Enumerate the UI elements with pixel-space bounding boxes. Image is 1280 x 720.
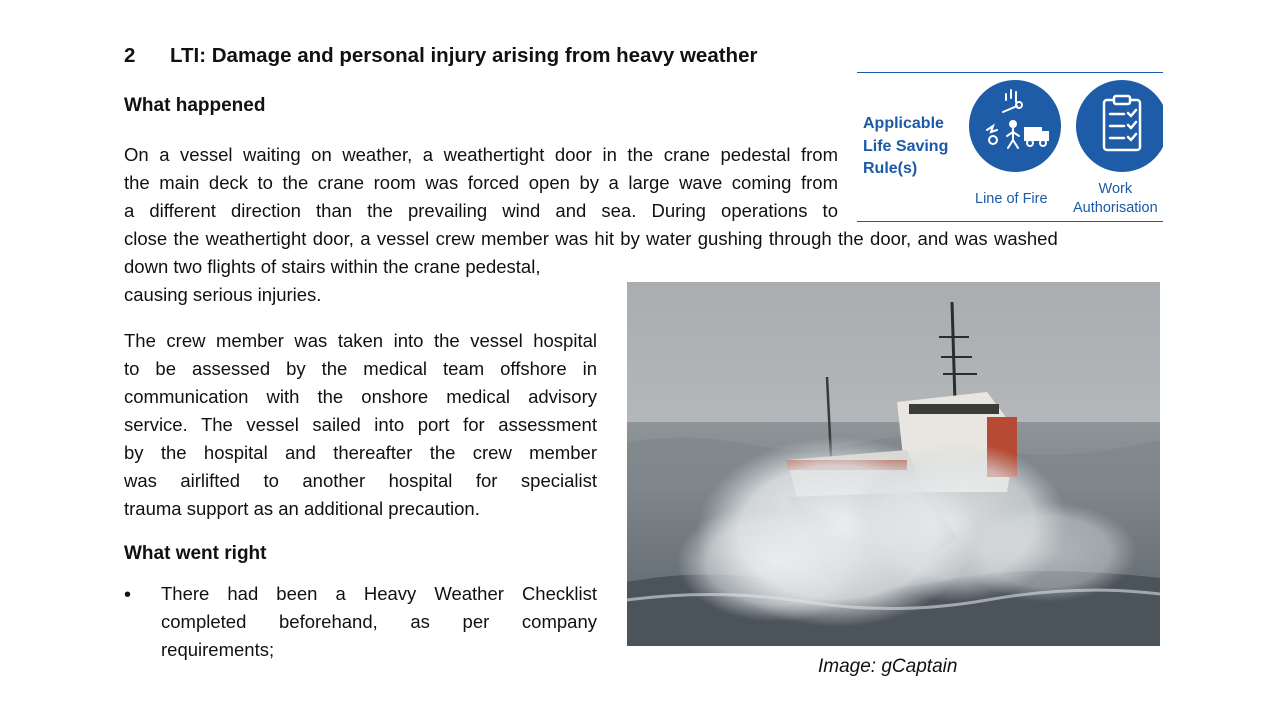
hospital-paragraph [124, 327, 597, 523]
bullet-line: There had been a Heavy Weather Checklist [161, 583, 597, 604]
image-credit: Image: gCaptain [818, 656, 958, 677]
what-happened-heading: What happened [124, 95, 266, 116]
section-number: 2 [124, 44, 136, 67]
bullet-icon: • [124, 584, 132, 606]
paragraph-line: was airlifted to another hospital for specialist [124, 470, 597, 491]
lsr-label-line: Rule(s) [863, 160, 918, 177]
paragraph-line: causing serious injuries. [124, 284, 322, 305]
paragraph-line: by the hospital and thereafter the crew member [124, 442, 597, 463]
caption-line: Work [1098, 181, 1133, 197]
bullet-line: requirements; [161, 639, 275, 660]
paragraph-line: a different direction than the prevailing wind and sea. During operations to [124, 200, 838, 221]
paragraph-line: On a vessel waiting on weather, a weathertight door in the crane pedestal from [124, 144, 838, 165]
line-of-fire-caption: Line of Fire [975, 191, 1048, 207]
ship-in-heavy-weather-photo [627, 282, 1160, 646]
paragraph-line: to be assessed by the medical team offshore in [124, 358, 597, 379]
paragraph-line: down two flights of stairs within the crane pedestal, [124, 256, 541, 277]
what-went-right-heading: What went right [124, 543, 267, 564]
paragraph-line: close the weathertight door, a vessel crew member was hit by water gushing through the door, and was washed [124, 228, 1058, 249]
paragraph-line: The crew member was taken into the vessel hospital [124, 330, 597, 351]
paragraph-line: communication with the onshore medical advisory [124, 386, 597, 407]
paragraph-line: the main deck to the crane room was forced open by a large wave coming from [124, 172, 838, 193]
lsr-label-line: Applicable [863, 115, 944, 132]
section-title [124, 44, 757, 68]
paragraph-line: trauma support as an additional precaution. [124, 498, 480, 519]
lsr-label-line: Life Saving [863, 137, 949, 155]
section-title-text: LTI: Damage and personal injury arising from heavy weather [170, 44, 758, 67]
bullet-item [161, 580, 597, 664]
caption-line: Authorisation [1073, 200, 1158, 216]
paragraph-line: service. The vessel sailed into port for assessment [124, 414, 597, 435]
bullet-line: completed beforehand, as per company [161, 611, 597, 632]
